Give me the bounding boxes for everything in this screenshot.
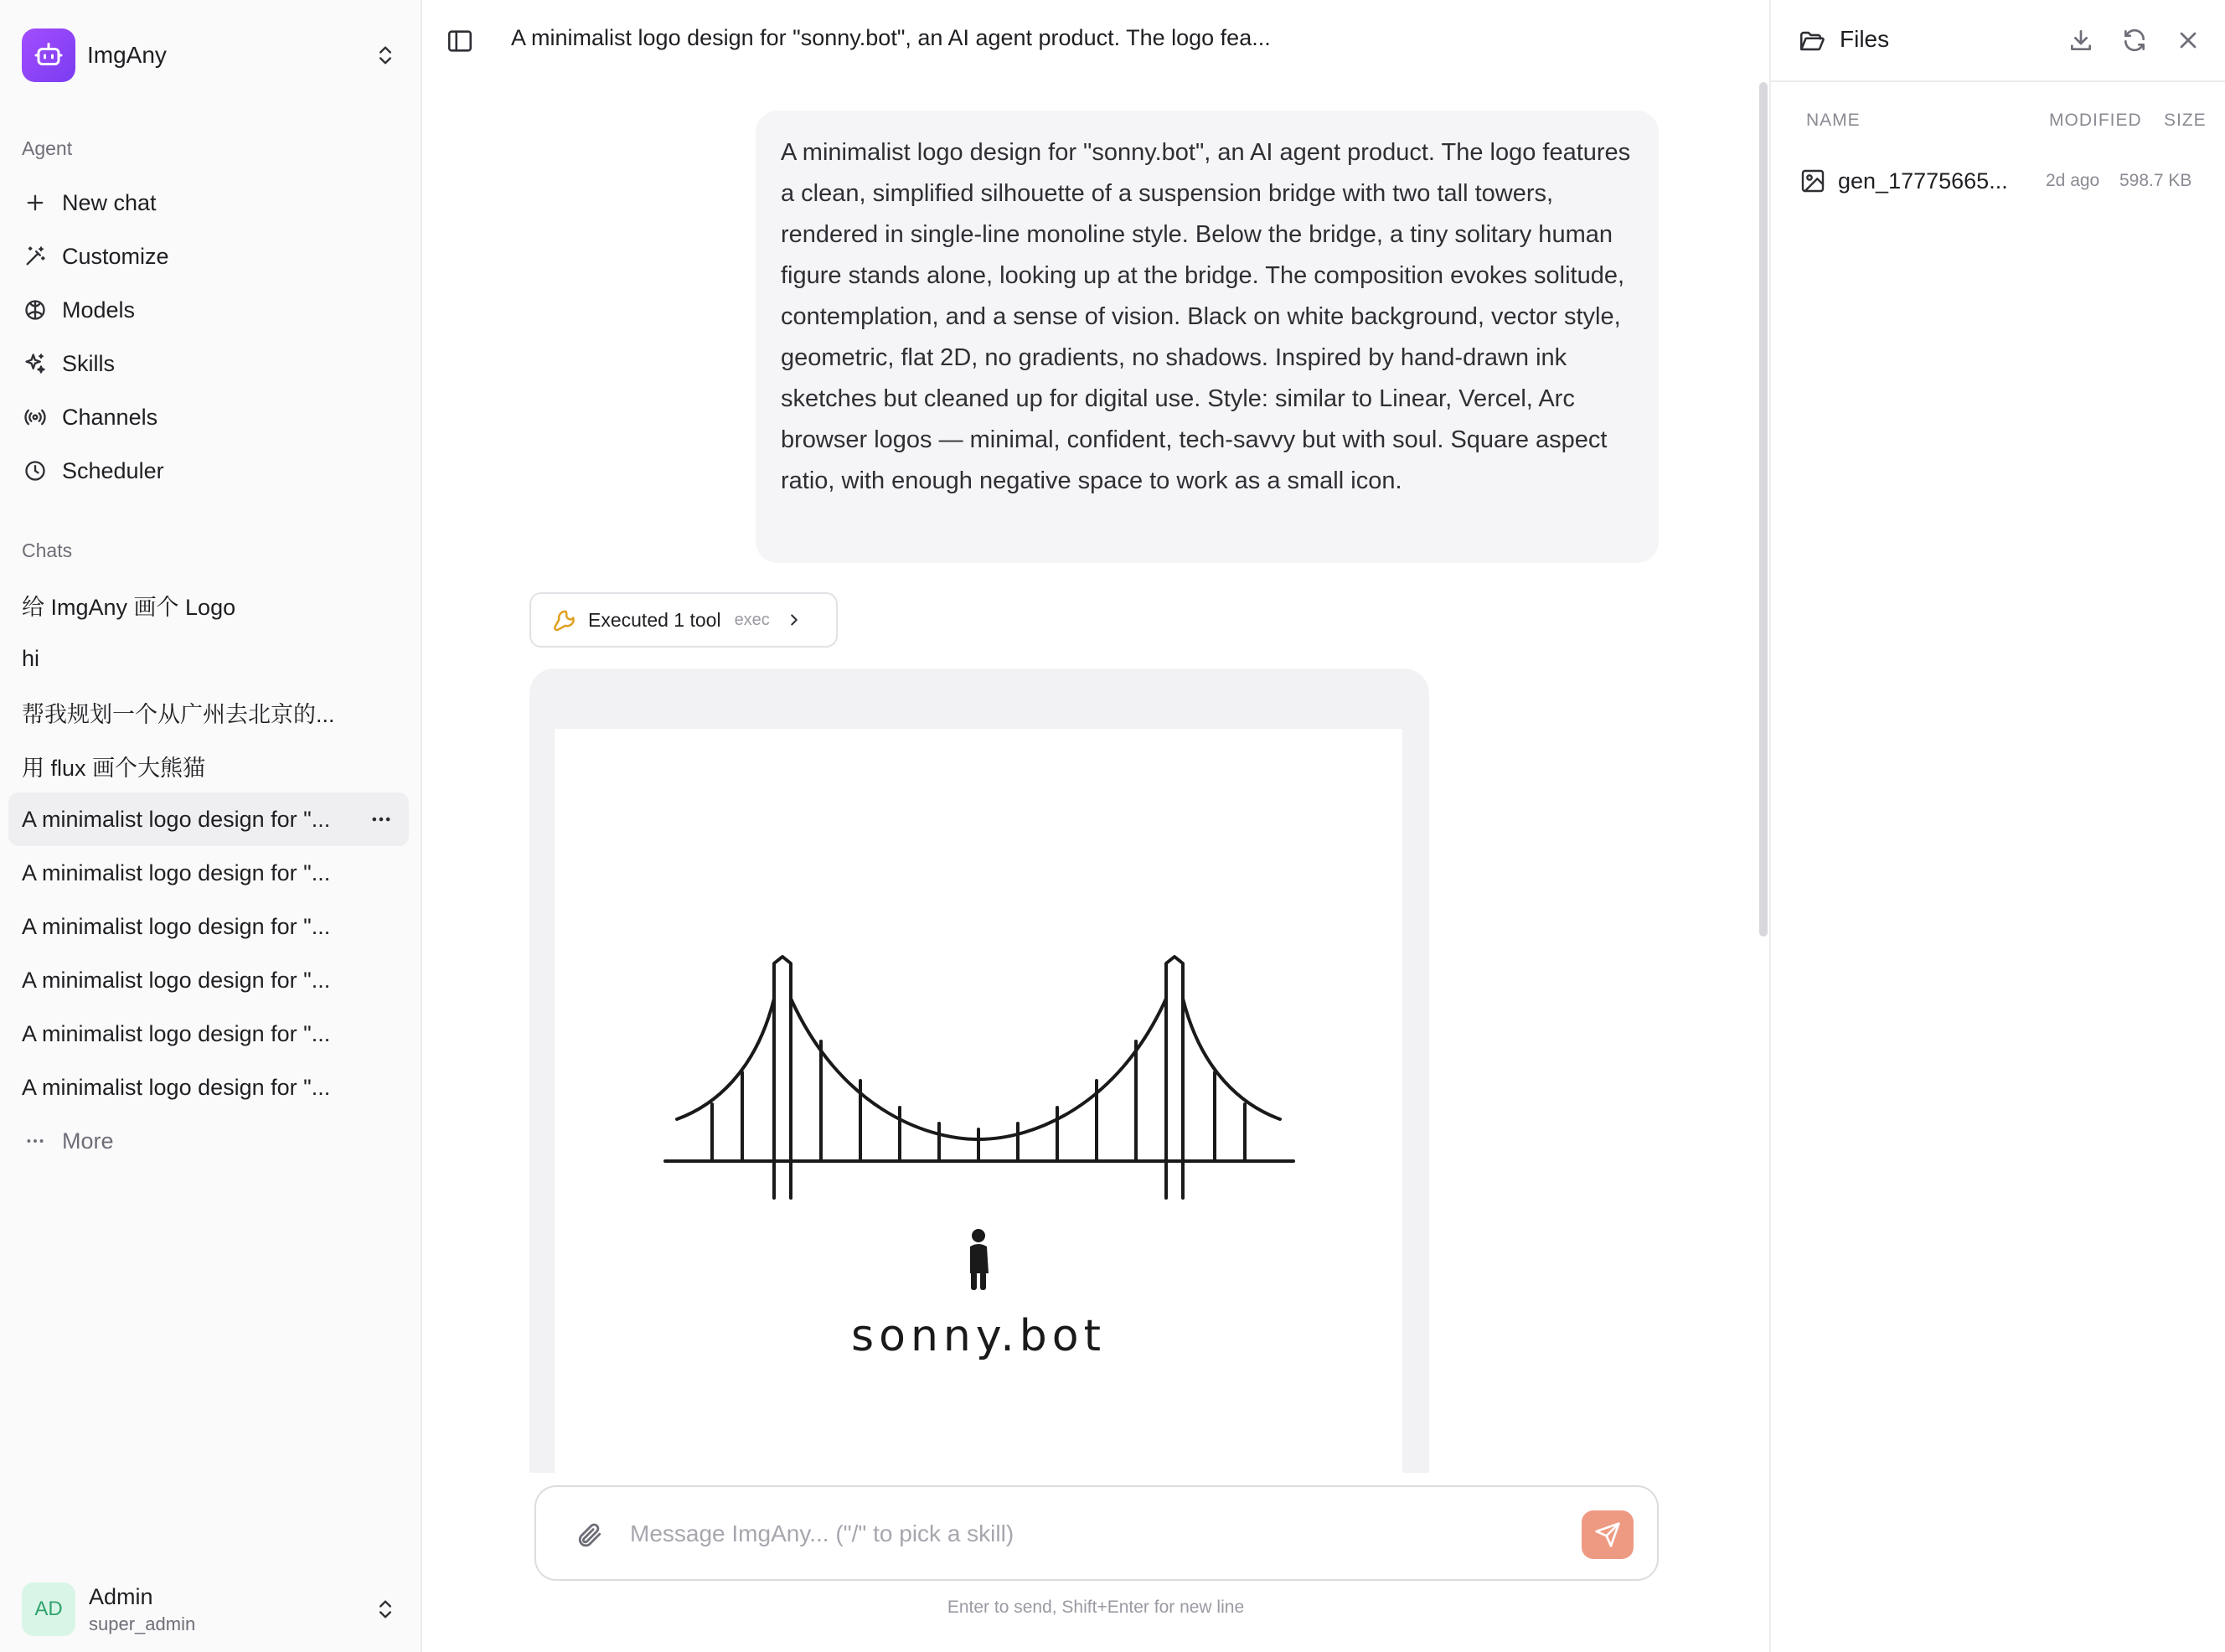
file-name: gen_17775665...: [1838, 168, 2008, 194]
nav-label: New chat: [62, 189, 157, 215]
chat-title: A minimalist logo design for "...: [22, 913, 331, 939]
magic-wand-icon: [22, 243, 49, 270]
chat-title: A minimalist logo design for "...: [22, 1074, 331, 1100]
agent-section-label: Agent: [22, 137, 73, 159]
chat-title: 帮我规划一个从广州去北京的...: [22, 701, 335, 727]
generated-image: [555, 729, 1402, 1473]
chat-title: 用 flux 画个大熊猫: [22, 755, 206, 781]
user-name: Admin: [89, 1583, 153, 1609]
nav-label: Models: [62, 297, 136, 323]
user-message: A minimalist logo design for "sonny.bot", an AI agent product. The logo features a clean, simplified silhouette of a suspension bridge with two tall towers, rendered in single-line monoline style. Below the bridge, a tiny solitary human figure stands alone, looking up at the bridge. The composition evokes solitude, contemplation, and a sense of vision. Black on white background, vector style, geometric, flat 2D, no gradients, no shadows. Inspired by hand-drawn ink sketches but cleaned up for digital use. Style: similar to Linear, Vercel, Arc browser logos — minimal, confident, tech-savvy but with soul. Square aspect ratio, with enough negative space to work as a small icon.: [756, 111, 1659, 563]
chat-item[interactable]: [8, 739, 409, 792]
avatar: AD: [22, 1582, 75, 1636]
bridge-logo-image: [555, 729, 1402, 1473]
chat-list: [8, 578, 409, 1168]
more-chats-button[interactable]: [8, 1114, 409, 1168]
user-menu[interactable]: [22, 1582, 407, 1637]
chat-item[interactable]: [8, 1061, 409, 1114]
chat-item[interactable]: [8, 685, 409, 739]
user-info: [89, 1584, 370, 1635]
wrench-icon: [551, 607, 576, 632]
sidebar-toggle-icon[interactable]: [446, 27, 474, 55]
file-row[interactable]: [1784, 156, 2220, 206]
nav-customize[interactable]: [8, 230, 409, 283]
nav-new-chat[interactable]: [8, 176, 409, 230]
chat-item[interactable]: [8, 578, 409, 632]
more-horizontal-icon[interactable]: [367, 805, 395, 834]
send-button[interactable]: [1582, 1510, 1634, 1559]
tool-label: Executed 1 tool: [588, 608, 721, 631]
nav-skills[interactable]: [8, 337, 409, 390]
sidebar: [0, 0, 422, 1652]
nav-label: Scheduler: [62, 457, 164, 483]
file-size: 598.7 KB: [2119, 171, 2192, 190]
column-header-modified[interactable]: MODIFIED: [2049, 111, 2142, 130]
logo-wordmark: sonny.bot: [851, 1311, 1106, 1361]
chat-title: A minimalist logo design for "...: [22, 967, 331, 993]
chat-item[interactable]: [8, 953, 409, 1007]
workspace-name: ImgAny: [87, 42, 167, 68]
column-header-name[interactable]: NAME: [1806, 111, 1861, 130]
chat-main: [422, 0, 1769, 1652]
files-title: Files: [1840, 26, 1890, 52]
chat-item[interactable]: [8, 1007, 409, 1061]
scrollbar[interactable]: [1759, 82, 1768, 937]
chats-section-label: Chats: [22, 539, 73, 561]
chat-title: A minimalist logo design for "...: [22, 1020, 331, 1046]
nav-label: Channels: [62, 404, 158, 430]
tool-call-summary[interactable]: [529, 592, 838, 648]
chat-item[interactable]: [8, 900, 409, 953]
refresh-icon[interactable]: [2121, 27, 2150, 55]
sparkles-icon: [22, 350, 49, 377]
chat-title: A minimalist logo design for "...: [22, 806, 331, 832]
download-icon[interactable]: [2068, 27, 2096, 55]
chevrons-up-down-icon[interactable]: [370, 40, 400, 70]
close-icon[interactable]: [2175, 27, 2203, 55]
agent-nav: [8, 176, 409, 498]
more-label: More: [62, 1128, 114, 1154]
chat-item[interactable]: [8, 846, 409, 900]
nav-label: Customize: [62, 243, 169, 269]
folder-open-icon: [1798, 27, 1826, 55]
chevron-right-icon: [785, 611, 803, 629]
conversation-title: A minimalist logo design for "sonny.bot", an AI agent product. The logo fea...: [511, 25, 1271, 50]
chevrons-up-down-icon[interactable]: [370, 1594, 400, 1624]
workspace-switcher[interactable]: [22, 28, 407, 82]
broadcast-icon: [22, 404, 49, 431]
composer-hint: Enter to send, Shift+Enter for new line: [947, 1598, 1245, 1617]
generated-image-card[interactable]: [529, 669, 1429, 1473]
column-header-size[interactable]: SIZE: [2164, 111, 2207, 130]
user-role: super_admin: [89, 1613, 196, 1634]
chat-item[interactable]: [8, 632, 409, 685]
chat-title: 给 ImgAny 画个 Logo: [22, 594, 236, 620]
paperclip-icon[interactable]: [575, 1520, 603, 1549]
chat-title: hi: [22, 645, 40, 671]
send-icon: [1594, 1521, 1621, 1548]
plus-icon: [22, 189, 49, 216]
clock-icon: [22, 457, 49, 484]
chat-title: A minimalist logo design for "...: [22, 860, 331, 885]
chat-item-active[interactable]: [8, 792, 409, 846]
more-horizontal-icon: [22, 1128, 49, 1154]
nav-channels[interactable]: [8, 390, 409, 444]
file-modified: 2d ago: [2046, 171, 2100, 190]
files-panel: [1769, 0, 2225, 1652]
tool-tag: exec: [734, 610, 770, 629]
image-file-icon: [1799, 168, 1826, 194]
bot-icon: [34, 40, 64, 70]
workspace-logo: [22, 28, 75, 82]
nav-scheduler[interactable]: [8, 444, 409, 498]
message-composer: [534, 1485, 1659, 1581]
brain-icon: [22, 297, 49, 323]
message-input[interactable]: [630, 1515, 1535, 1552]
nav-label: Skills: [62, 350, 116, 376]
nav-models[interactable]: [8, 283, 409, 337]
files-header: [1771, 0, 2225, 82]
